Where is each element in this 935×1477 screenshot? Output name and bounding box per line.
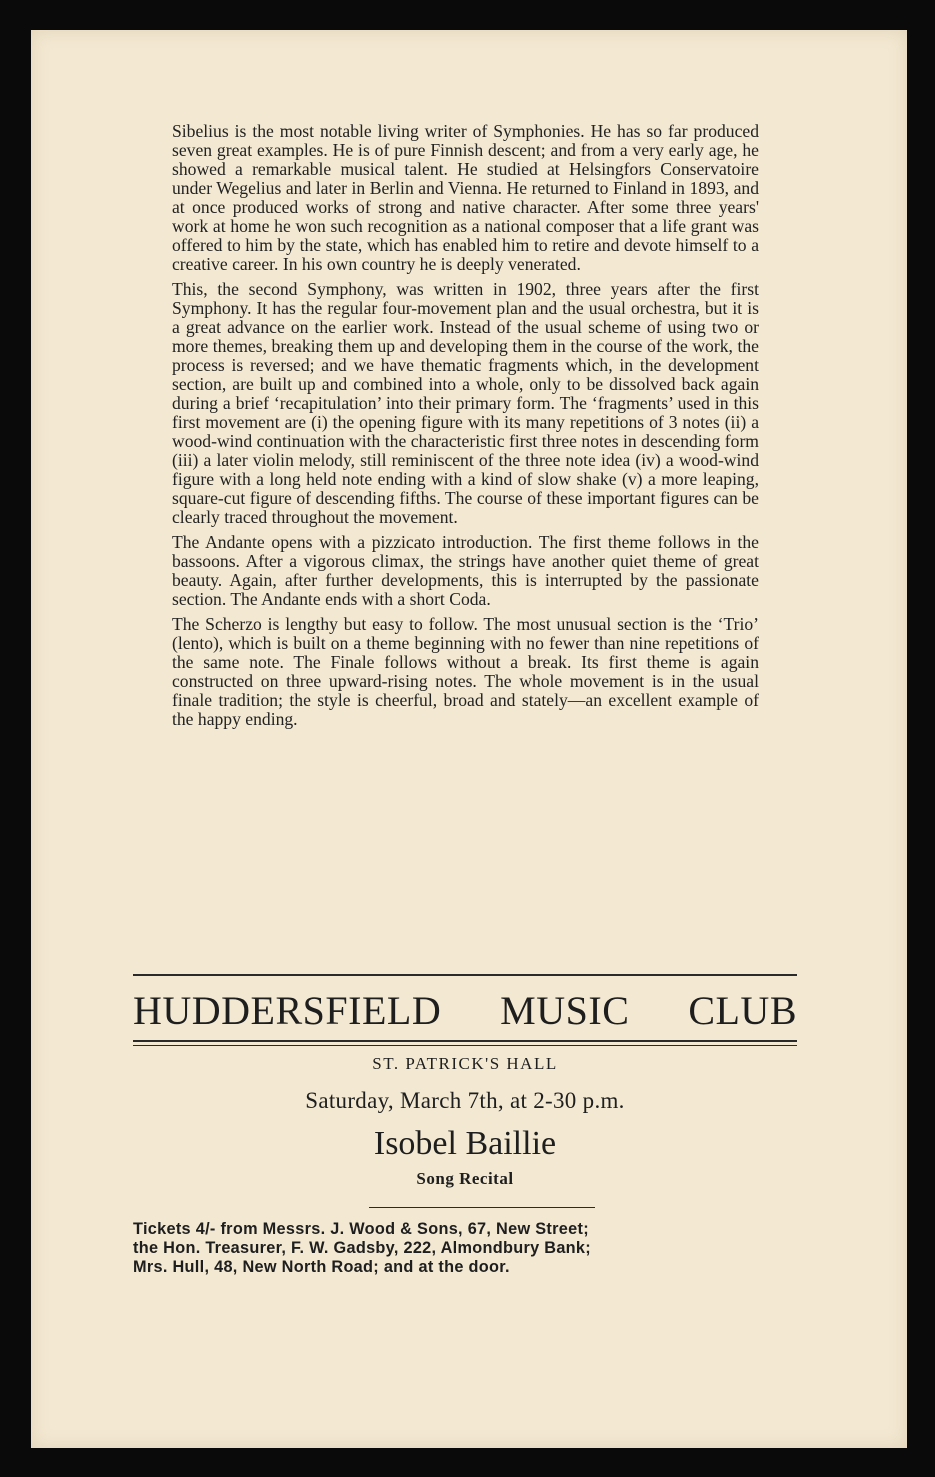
paragraph-scherzo-finale: The Scherzo is lengthy but easy to follow. The most unusual section is the ‘Trio’ (lento), which is built on a theme beginning with no fewer than nine repetitions of the same note. The Finale follows without a break. Its first theme is again constructed on three upward-rising notes. The whole movement is in the usual finale tradition; the style is cheerful, broad and stately—an excellent example of the happy ending.	[172, 614, 759, 729]
paragraph-andante: The Andante opens with a pizzicato introduction. The first theme follows in the bassoons. After a vigorous climax, the strings have another quiet theme of great beauty. Again, after further developments, this is interrupted by the passionate section. The Andante ends with a short Coda.	[172, 532, 759, 609]
double-divider-rule	[133, 1040, 797, 1046]
event-date-time: Saturday, March 7th, at 2-30 p.m.	[305, 1088, 625, 1113]
paragraph-sibelius-biography: Sibelius is the most notable living writer of Symphonies. He has so far produced seven great examples. He is of pure Finnish descent; and from a very early age, he showed a remarkable musical talent. He studied at Helsingfors Conservatoire under Wegelius and later in Berlin and Vienna. He returned to Finland in 1893, and at once produced works of strong and native character. After some three years' work at home he won such recognition as a national composer that a life grant was offered to him by the state, which has enabled him to retire and devote himself to a creative career. In his own country he is deeply venerated.	[172, 121, 759, 274]
short-divider-rule	[369, 1207, 595, 1208]
performer-name: Isobel Baillie	[373, 1125, 557, 1162]
paragraph-second-symphony: This, the second Symphony, was written in 1902, three years after the first Symphony. It has the regular four-movement plan and the usual orchestra, but it is a great advance on the earlier work. Instead of the usual scheme of using two or more themes, breaking them up and developing them in the course of the work, the process is reversed; and we have thematic fragments which, in the development section, are built up and combined into a whole, only to be dissolved back again during a brief ‘recapitulation’ into their primary form. The ‘fragments’ used in this first movement are (i) the opening figure with its many repetitions of 3 notes (ii) a wood-wind continuation with the characteristic first three notes in descending form (iii) a later violin melody, still reminiscent of the three note idea (iv) a wood-wind figure with a long held note ending with a kind of slow shake (v) a more leaping, square-cut figure of descending fifths. The course of these important figures can be clearly traced throughout the movement.	[172, 279, 759, 527]
tickets-line: Mrs. Hull, 48, New North Road; and at the door.	[133, 1258, 510, 1276]
divider-rule	[133, 974, 797, 976]
venue: ST. PATRICK'S HALL	[372, 1054, 558, 1073]
club-title: HUDDERSFIELD MUSIC CLUB	[133, 988, 797, 1033]
ticket-information	[133, 1220, 803, 1277]
programme-notes	[172, 122, 759, 735]
event-type: Song Recital	[416, 1169, 514, 1188]
tickets-line: Tickets 4/- from Messrs. J. Wood & Sons, 67, New Street;	[133, 1220, 589, 1238]
tickets-line: the Hon. Treasurer, F. W. Gadsby, 222, Almondbury Bank;	[133, 1239, 592, 1257]
